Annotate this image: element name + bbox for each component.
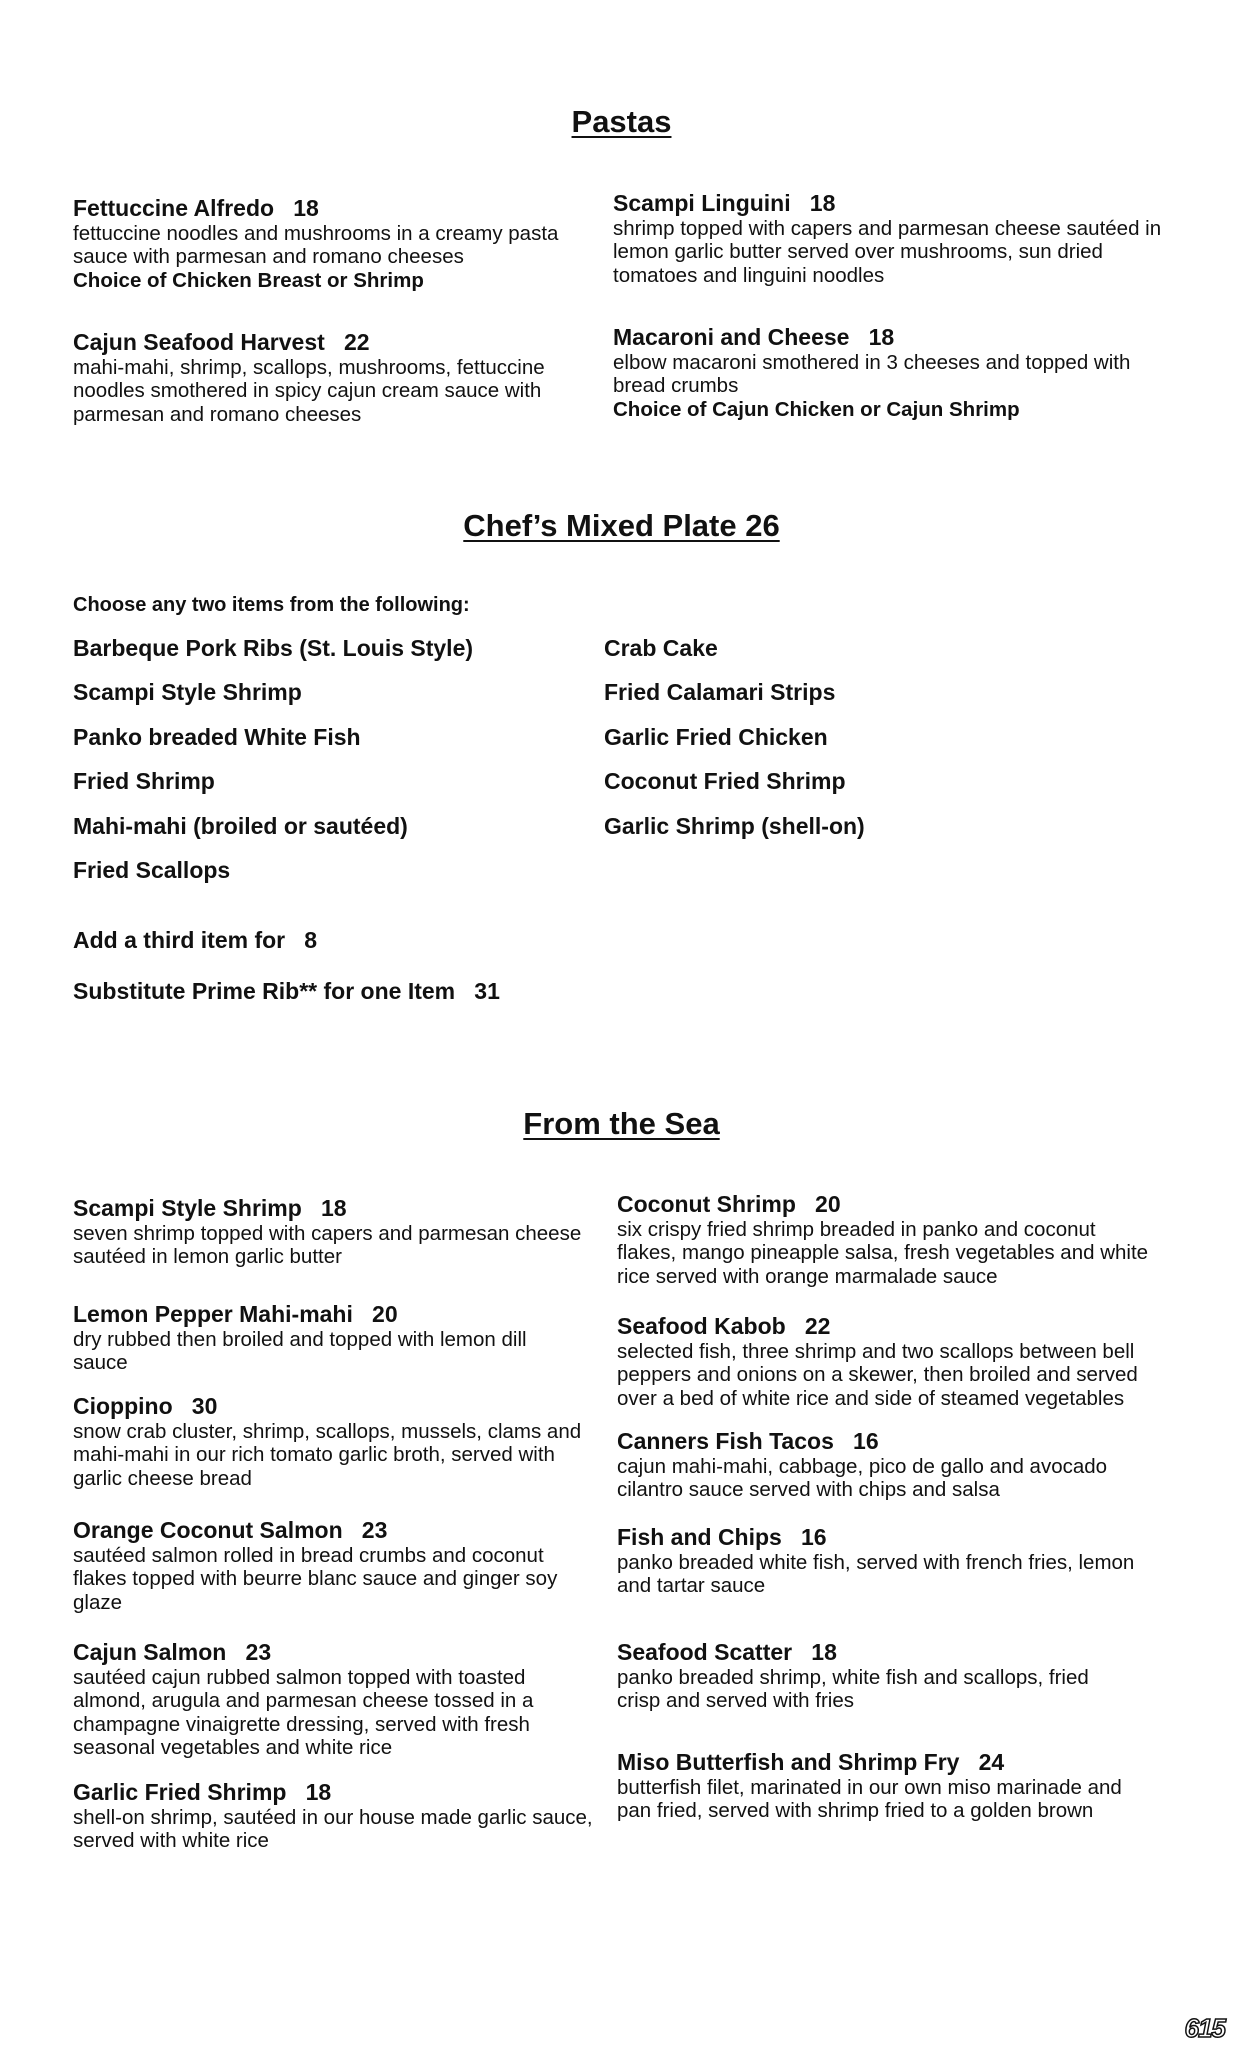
menu-item (617, 1640, 1127, 1713)
mixed-plate-intro: Choose any two items from the following: (73, 594, 470, 616)
mixed-plate-option: Scampi Style Shrimp (73, 679, 302, 705)
item-name: Lemon Pepper Mahi-mahi 20 (73, 1301, 398, 1327)
item-description: selected fish, three shrimp and two scallops between bell peppers and onions on a skewer, then broiled and served over a bed of white rice and side of steamed vegetables (617, 1339, 1138, 1410)
menu-item (73, 1302, 543, 1375)
item-name: Cajun Salmon 23 (73, 1639, 272, 1665)
mixed-plate-option: Garlic Shrimp (shell-on) (604, 813, 865, 839)
item-description: panko breaded white fish, served with french fries, lemon and tartar sauce (617, 1550, 1135, 1597)
item-description: six crispy fried shrimp breaded in panko and coconut flakes, mango pineapple salsa, fresh vegetables and white rice served with orange marmalade sauce (617, 1217, 1149, 1288)
item-name: Cajun Seafood Harvest 22 (73, 329, 370, 355)
item-name: Cioppino 30 (73, 1393, 218, 1419)
item-name: Garlic Fried Shrimp 18 (73, 1779, 332, 1805)
item-name: Seafood Scatter 18 (617, 1639, 837, 1665)
item-description: butterfish filet, marinated in our own miso marinade and pan fried, served with shrimp fried to a golden brown (617, 1775, 1122, 1822)
mixed-plate-option: Panko breaded White Fish (73, 724, 361, 750)
item-name: Miso Butterfish and Shrimp Fry 24 (617, 1749, 1005, 1775)
substitute-prime-rib: Substitute Prime Rib** for one Item 31 (73, 978, 500, 1004)
mixed-plate-title: Chef’s Mixed Plate 26 (463, 508, 780, 543)
item-description: mahi-mahi, shrimp, scallops, mushrooms, fettuccine noodles smothered in spicy cajun cream sauce with parmesan and romano cheeses (73, 355, 545, 426)
item-description: elbow macaroni smothered in 3 cheeses and topped with bread crumbs (613, 350, 1131, 397)
item-name: Canners Fish Tacos 16 (617, 1428, 879, 1454)
menu-item (73, 1394, 593, 1490)
item-name: Orange Coconut Salmon 23 (73, 1517, 388, 1543)
menu-item (73, 1640, 573, 1760)
menu-item (617, 1525, 1157, 1598)
menu-item (617, 1750, 1157, 1823)
item-name: Coconut Shrimp 20 (617, 1191, 841, 1217)
item-description: fettuccine noodles and mushrooms in a creamy pasta sauce with parmesan and romano cheeses (73, 221, 559, 268)
add-third-item: Add a third item for 8 (73, 927, 318, 953)
mixed-plate-option: Garlic Fried Chicken (604, 724, 828, 750)
item-choice: Choice of Cajun Chicken or Cajun Shrimp (613, 397, 1020, 421)
item-description: panko breaded shrimp, white fish and scallops, fried crisp and served with fries (617, 1665, 1089, 1712)
menu-item (617, 1314, 1157, 1410)
item-name: Fish and Chips 16 (617, 1524, 827, 1550)
menu-item (613, 191, 1163, 287)
item-choice: Choice of Chicken Breast or Shrimp (73, 268, 424, 292)
item-name: Fettuccine Alfredo 18 (73, 195, 319, 221)
menu-item (73, 330, 583, 426)
item-description: shell-on shrimp, sautéed in our house made garlic sauce, served with white rice (73, 1805, 593, 1852)
item-description: shrimp topped with capers and parmesan cheese sautéed in lemon garlic butter served over mushrooms, sun dried tomatoes and linguini noodles (613, 216, 1162, 287)
mixed-plate-option: Fried Calamari Strips (604, 679, 836, 705)
mixed-plate-option: Coconut Fried Shrimp (604, 768, 846, 794)
menu-item (613, 325, 1163, 421)
item-name: Scampi Style Shrimp 18 (73, 1195, 347, 1221)
menu-item (617, 1192, 1157, 1288)
menu-item (73, 1518, 593, 1614)
item-description: seven shrimp topped with capers and parmesan cheese sautéed in lemon garlic butter (73, 1221, 582, 1268)
menu-item (617, 1429, 1157, 1502)
menu-item (73, 1196, 593, 1269)
mixed-plate-option: Mahi-mahi (broiled or sautéed) (73, 813, 408, 839)
item-description: sautéed cajun rubbed salmon topped with toasted almond, arugula and parmesan cheese tossed in a champagne vinaigrette dressing, served with fresh seasonal vegetables and white rice (73, 1665, 534, 1759)
item-description: dry rubbed then broiled and topped with lemon dill sauce (73, 1327, 527, 1374)
page-number: 615 (1184, 2013, 1225, 2043)
item-name: Macaroni and Cheese 18 (613, 324, 895, 350)
mixed-plate-option: Crab Cake (604, 635, 718, 661)
menu-item (73, 1780, 613, 1853)
pastas-title: Pastas (571, 104, 672, 139)
item-description: sautéed salmon rolled in bread crumbs and coconut flakes topped with beurre blanc sauce and ginger soy glaze (73, 1543, 558, 1614)
menu-item (73, 196, 583, 292)
item-description: snow crab cluster, shrimp, scallops, mussels, clams and mahi-mahi in our rich tomato garlic broth, served with garlic cheese bread (73, 1419, 582, 1490)
mixed-plate-option: Fried Shrimp (73, 768, 215, 794)
mixed-plate-option: Barbeque Pork Ribs (St. Louis Style) (73, 635, 474, 661)
mixed-plate-option: Fried Scallops (73, 857, 231, 883)
item-description: cajun mahi-mahi, cabbage, pico de gallo and avocado cilantro sauce served with chips and salsa (617, 1454, 1108, 1501)
item-name: Seafood Kabob 22 (617, 1313, 831, 1339)
item-name: Scampi Linguini 18 (613, 190, 836, 216)
sea-title: From the Sea (523, 1106, 720, 1141)
